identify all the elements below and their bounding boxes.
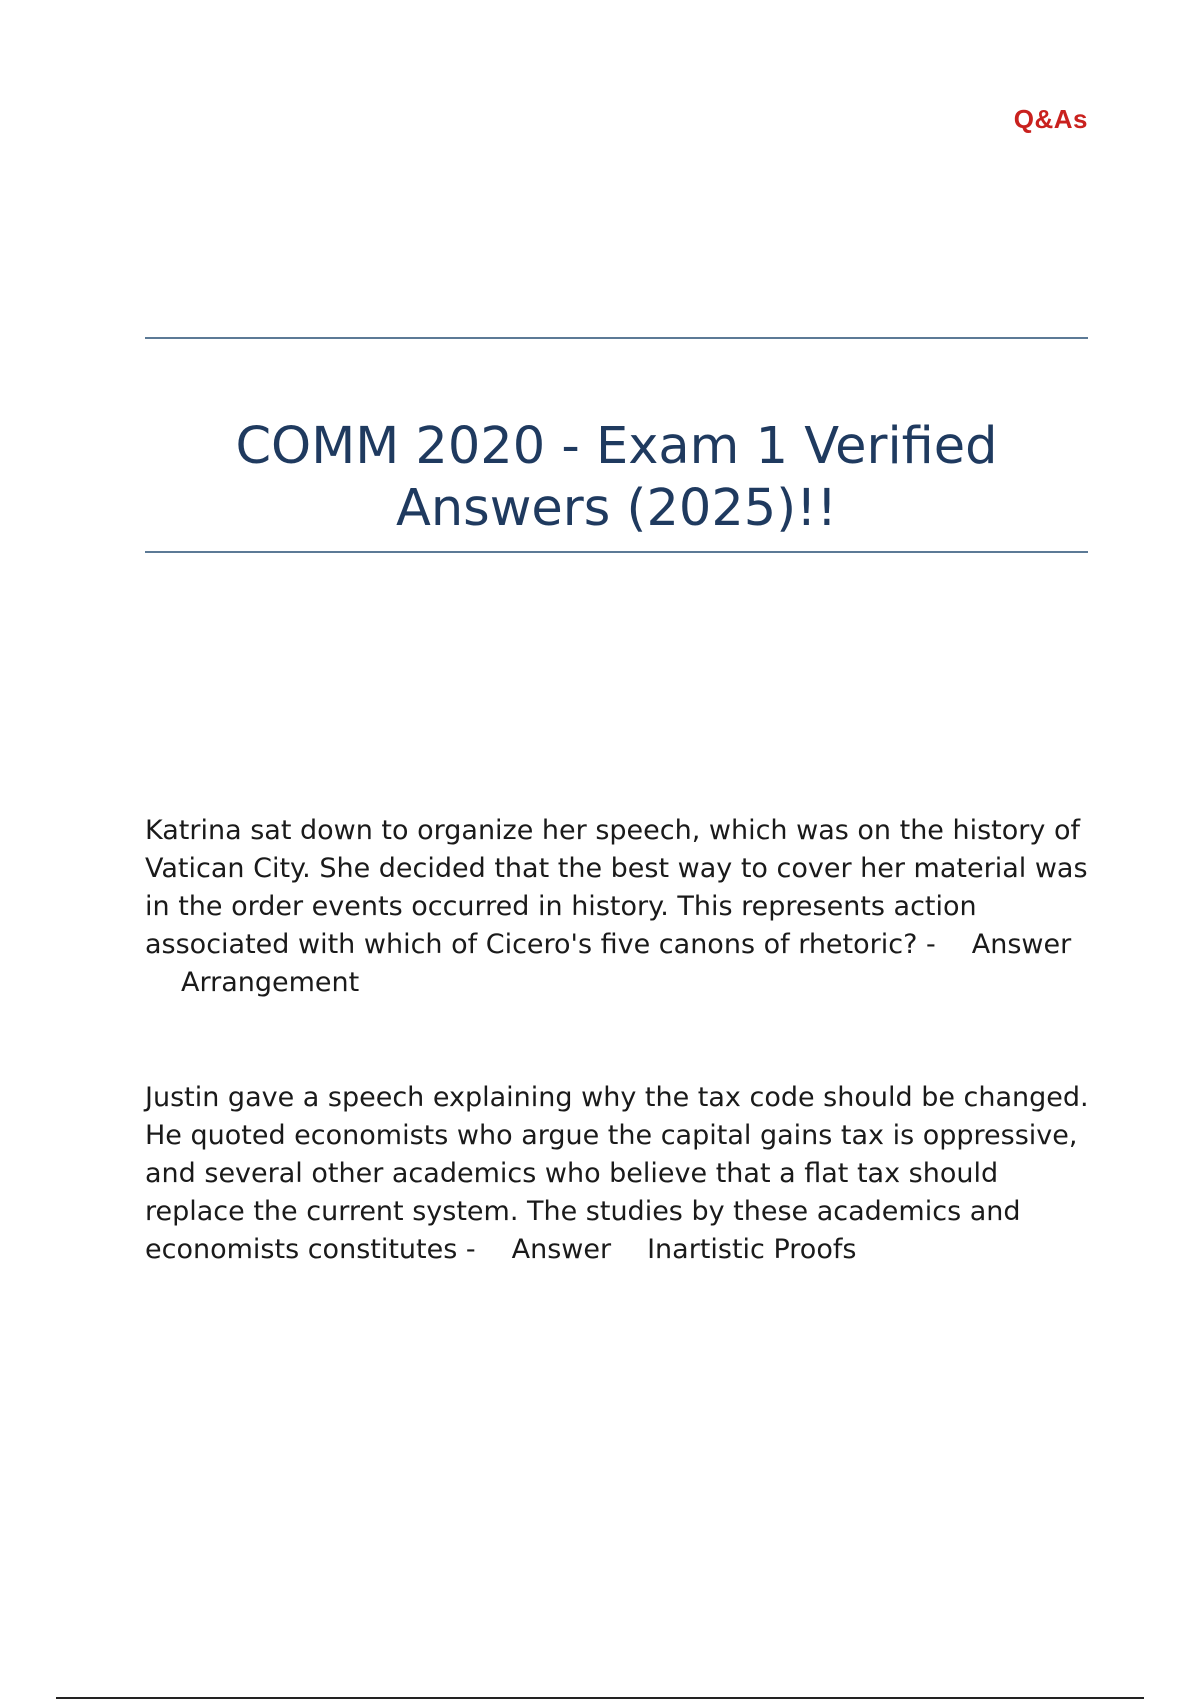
qa-item — [145, 812, 1095, 1002]
footer-rule — [56, 1697, 1144, 1699]
answer-label: Answer — [971, 929, 1072, 960]
title-top-rule — [145, 337, 1088, 339]
header-tag: Q&As — [1013, 104, 1088, 134]
title-bottom-rule — [145, 551, 1088, 553]
answer-text: Inartistic Proofs — [647, 1234, 857, 1265]
document-title: COMM 2020 - Exam 1 Verified Answers (2025)!! — [235, 417, 998, 538]
question-text: Katrina sat down to organize her speech, which was on the history of Vatican City. She decided that the best way to cover her material was in the order events occurred in history. This represents action associated with which of Cicero's five canons of rhetoric? - — [145, 815, 1088, 960]
question-text: Justin gave a speech explaining why the tax code should be changed. He quoted economists who argue the capital gains tax is oppressive, and several other academics who believe that a flat tax should replace the current system. The studies by these academics and economists constitutes - — [145, 1082, 1089, 1265]
answer-label: Answer — [511, 1234, 612, 1265]
answer-text: Arrangement — [181, 967, 360, 998]
qa-item — [145, 1079, 1095, 1269]
